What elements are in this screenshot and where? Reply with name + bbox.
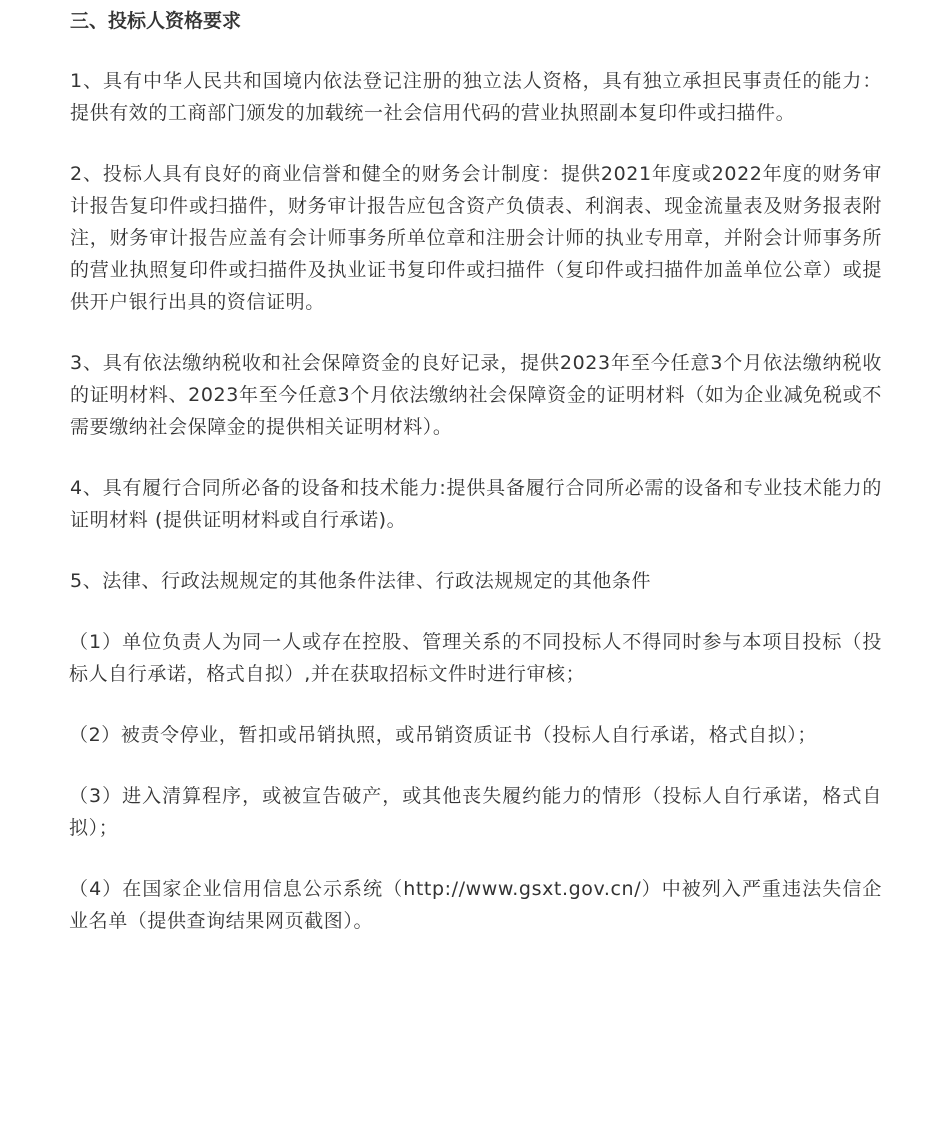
- sub-condition-3: （3）进入清算程序，或被宣告破产，或其他丧失履约能力的情形（投标人自行承诺，格式自拟）；: [69, 785, 882, 839]
- requirement-paragraph-2: 2、投标人具有良好的商业信誉和健全的财务会计制度：提供2021年度或2022年度的财务审计报告复印件或扫描件，财务审计报告应包含资产负债表、利润表、现金流量表及财务报表附注，财务审计报告应盖有会计师事务所单位章和注册会计师的执业专用章，并附会计师事务所的营业执照复印件或扫描件及执业证书复印件或扫描件（复印件或扫描件加盖单位公章）或提供开户银行出具的资信证明。: [70, 163, 882, 313]
- requirement-paragraph-1: 1、具有中华人民共和国境内依法登记注册的独立法人资格，具有独立承担民事责任的能力：提供有效的工商部门颁发的加载统一社会信用代码的营业执照副本复印件或扫描件。: [70, 70, 882, 124]
- section-heading: 三、投标人资格要求: [70, 10, 242, 32]
- requirement-paragraph-3: 3、具有依法缴纳税收和社会保障资金的良好记录，提供2023年至今任意3个月依法缴纳税收的证明材料、2023年至今任意3个月依法缴纳社会保障资金的证明材料（如为企业减免税或不需要缴纳社会保障金的提供相关证明材料）。: [70, 352, 882, 438]
- sub-condition-1: （1）单位负责人为同一人或存在控股、管理关系的不同投标人不得同时参与本项目投标（投标人自行承诺，格式自拟）,并在获取招标文件时进行审核；: [69, 631, 882, 685]
- document-body: [70, 6, 882, 966]
- requirement-paragraph-4: 4、具有履行合同所必备的设备和技术能力:提供具备履行合同所必需的设备和专业技术能力的证明材料 (提供证明材料或自行承诺)。: [70, 477, 882, 531]
- requirement-paragraph-5: 5、法律、行政法规规定的其他条件法律、行政法规规定的其他条件: [70, 570, 652, 592]
- sub-condition-2: （2）被责令停业，暂扣或吊销执照，或吊销资质证书（投标人自行承诺，格式自拟）；: [69, 724, 817, 746]
- sub-condition-4: （4）在国家企业信用信息公示系统（http://www.gsxt.gov.cn/）中被列入严重违法失信企业名单（提供查询结果网页截图）。: [69, 878, 882, 932]
